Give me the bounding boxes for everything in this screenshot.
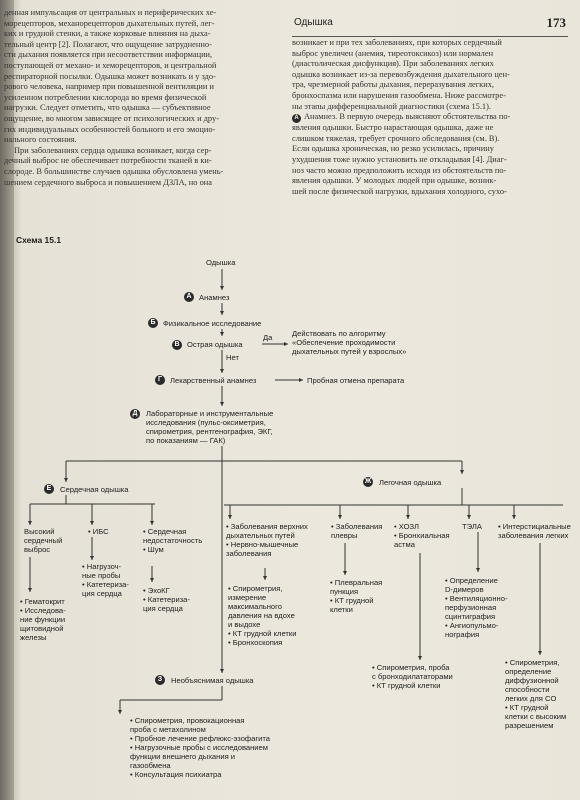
text-line: • Плевральная (330, 578, 395, 587)
scheme-title: Схема 15.1 (16, 235, 62, 245)
node-cardiac-dyspnea (60, 485, 129, 494)
text-line: • Пробное лечение рефлюкс-эзофагита (130, 734, 330, 743)
text-line: дыхательных путей (226, 531, 295, 540)
connector-arrowhead (220, 332, 224, 336)
connector-arrowhead (90, 521, 94, 525)
text-line: • Бронхиальная (394, 531, 459, 540)
node-copd-asthma (394, 522, 459, 549)
label-yes (263, 333, 272, 342)
connector-arrowhead (338, 515, 342, 519)
text-line: Лекарственный анамнез (170, 376, 257, 385)
badge-e: Е (44, 484, 54, 494)
text-line: ция сердца (143, 604, 183, 613)
text-line: слишком тяжелая, требует срочного обследования (см. В). (292, 133, 500, 143)
node-high-output (24, 527, 64, 554)
node-ild (498, 522, 580, 540)
text-line: • Шум (143, 545, 223, 554)
connector-arrowhead (512, 515, 516, 519)
text-line: пункция (330, 587, 359, 596)
connector-arrowhead (118, 710, 122, 714)
text-line: выброс (24, 545, 51, 554)
text-line: давления на вдохе (228, 611, 295, 620)
connector-arrowhead (228, 515, 232, 519)
text-line: с бронходилататорами (372, 672, 453, 681)
page-number: 173 (546, 15, 566, 30)
text-line: ные пробы (82, 571, 121, 580)
node-pulm-tests-2 (330, 578, 395, 614)
text-line: и выдохе (228, 620, 261, 629)
connector-arrowhead (284, 342, 288, 346)
node-cardiac-tests-3 (143, 586, 213, 613)
connector-arrowhead (467, 515, 471, 519)
text-line: Легочная одышка (379, 478, 442, 487)
text-line: • Интерстициальные (498, 522, 580, 531)
text-line: щитовидной (20, 624, 64, 633)
text-line: плевры (331, 531, 358, 540)
text-line: сцинтиграфия (445, 612, 496, 621)
node-upper-airway (226, 522, 331, 558)
node-physical-exam (163, 319, 261, 328)
connector-arrowhead (220, 311, 224, 315)
text-line: бронхоспазма или нарушения газообмена. Ниже рассмотре- (292, 90, 506, 100)
text-line: газообмена (130, 761, 171, 770)
text-line: диффузионной (505, 676, 559, 685)
badge-v: В (172, 340, 182, 350)
node-acute-dyspnea (187, 340, 243, 349)
text-line: одышка возникает из-за перевозбуждения дыхательного цен- (292, 69, 510, 79)
text-line: ухудшения тоже нужно установить не откладывая [4]. Диаг- (292, 154, 507, 164)
text-line: D-димеров (445, 585, 484, 594)
text-line: спирометрия, рентгенография, ЭКГ, (146, 427, 273, 436)
text-line: • Нагрузочные пробы с исследованием (130, 743, 330, 752)
text-line: астма (394, 540, 415, 549)
node-cardiac-tests-2 (82, 562, 137, 598)
text-line: нального состояния. (4, 135, 77, 145)
text-line: перфузионная (445, 603, 497, 612)
text-line: • КТ грудной (330, 596, 395, 605)
text-line: • Спирометрия, (228, 584, 333, 593)
text-line: сердечный (24, 536, 63, 545)
text-line: по показаниям — ГАК) (146, 436, 226, 445)
text-line: (диастолическая дисфункция). При заболеваниях легких (292, 59, 494, 69)
text-line: • Гематокрит (20, 597, 80, 606)
text-line: респираторной посылки. Одышка может возникать и у здо- (4, 71, 216, 81)
text-line: нагрузки. Следует отметить, что одышка — субъективное (4, 103, 211, 113)
text-line: Необъяснимая одышка (171, 676, 254, 685)
connector-arrowhead (150, 578, 154, 582)
node-heart-failure (143, 527, 223, 554)
connector-arrowhead (150, 521, 154, 525)
node-drug-history (170, 376, 256, 385)
node-pe (462, 522, 502, 531)
text-line: разрешением (505, 721, 554, 730)
node-dyspnea (206, 258, 235, 267)
text-line: морецепторов, механорецепторов дыхательных путей, лег- (4, 18, 215, 28)
connector-arrowhead (90, 556, 94, 560)
text-line: Одышка (206, 258, 236, 267)
text-line: функции внешнего дыхания и (130, 752, 236, 761)
text-line: явления одышки. У молодых людей при одышке, возник- (292, 176, 497, 186)
text-line: определение (505, 667, 552, 676)
text-line: способности (505, 685, 550, 694)
connector-arrowhead (220, 669, 224, 673)
text-line: Пробная отмена препарата (307, 376, 405, 385)
connector-arrowhead (28, 521, 32, 525)
text-line: • Бронхоскопия (228, 638, 333, 647)
text-line: Анамнез (199, 293, 230, 302)
text-line: заболевания легких (498, 531, 569, 540)
text-line: ны этапы дифференциальной диагностики (схема 15.1). (292, 101, 491, 111)
text-line: Да (263, 333, 273, 342)
text-line: ТЭЛА (462, 522, 482, 531)
text-line: дыхательных путей у взрослых» (292, 347, 407, 356)
text-line: • ХОЗЛ (394, 522, 459, 531)
connector-arrowhead (299, 378, 303, 382)
badge-zh: Ж (364, 478, 372, 485)
text-line: • Вентиляционно- (445, 594, 545, 603)
text-line: • КТ грудной клетки (228, 629, 333, 638)
text-line: Физикальное исследование (163, 319, 262, 328)
badge-d: Д (130, 409, 140, 419)
connector-arrowhead (263, 576, 267, 580)
text-line: исследования (пульс-оксиметрия, (146, 418, 266, 427)
text-line: денная импульсация от центральных и периферических хе- (4, 8, 217, 17)
node-pulm-tests-1 (228, 584, 333, 647)
text-line: сти дыхания появляется при несоответствии информации, (4, 50, 213, 60)
connector-arrowhead (28, 588, 32, 592)
text-line: рового человека, например при повышенной вентиляции и (4, 82, 214, 92)
text-line: гих индивидуальных особенностей больного и его эмоцио- (4, 124, 216, 134)
text-line: При заболеваниях сердца одышка возникает, когда сер- (14, 145, 212, 155)
text-line: проба с метахолином (130, 725, 206, 734)
text-line: максимального (228, 602, 282, 611)
text-line: ние функции (20, 615, 66, 624)
connector-arrowhead (220, 402, 224, 406)
connector-arrowhead (460, 470, 464, 474)
text-line: Если одышка хроническая, но резко усилилась, причину (292, 144, 494, 154)
connector-arrowhead (343, 571, 347, 575)
text-line: тельный центр [2]. Полагают, что ощущение затрудненно- (4, 39, 212, 49)
node-pulm-tests-4 (445, 576, 545, 639)
text-line: • Сердечная (143, 527, 223, 536)
node-pleural (331, 522, 396, 540)
text-line: ких и грудной стенки, а также корковые влияния на дыха- (4, 29, 211, 39)
connector-arrowhead (220, 369, 224, 373)
text-line: дечный выброс не обеспечивает потребности тканей в ки- (4, 156, 212, 166)
text-line: • Заболевания верхних (226, 522, 331, 531)
node-pulm-tests-3 (372, 663, 492, 690)
text-line: явления одышки. Быстро нарастающая одышка, даже не (292, 123, 494, 133)
text-line: • ЭхоКГ (143, 586, 213, 595)
text-line: • Спирометрия, проба (372, 663, 492, 672)
node-lab-tests (146, 409, 273, 445)
text-line: Действовать по алгоритму (292, 329, 386, 338)
text-line: недостаточность (143, 536, 203, 545)
text-line: «Обеспечение проходимости (292, 338, 396, 347)
connector-arrowhead (64, 478, 68, 482)
badge-b: Б (148, 318, 158, 328)
text-line: А Анамнез. В первую очередь выясняют обстоятельства по- (292, 112, 568, 123)
section-badge: А (292, 114, 301, 123)
text-line: • Спирометрия, провокационная (130, 716, 330, 725)
node-cardiac-tests-1 (20, 597, 80, 642)
text-line: поступающей от механо- и хеморецепторов, и центральной (4, 60, 217, 70)
badge-a: А (184, 292, 194, 302)
node-unexplained-tests (130, 716, 330, 779)
text-line: • Катетериза- (143, 595, 213, 604)
text-line: Сердечная одышка (60, 485, 129, 494)
text-line: Острая одышка (187, 340, 243, 349)
text-line: ощущение, во многом зависящее от психологических и дру- (4, 113, 219, 123)
node-unexplained (171, 676, 254, 685)
text-line: выброс увеличен (анемия, тиреотоксикоз) или нормален (292, 48, 494, 58)
node-trial-withdrawal (307, 376, 404, 385)
text-line: слороде. В большинстве случаев одышка обусловлена умень- (4, 166, 224, 176)
text-line: Лабораторные и инструментальные (146, 409, 274, 418)
text-line: Высокий (24, 527, 55, 536)
badge-z: З (155, 675, 165, 685)
text-line: измерение (228, 593, 267, 602)
text-line: заболевания (226, 549, 272, 558)
text-line: нография (445, 630, 480, 639)
text-line: • Ангиопульмо- (445, 621, 545, 630)
text-line: шением сердечного выброса и повышением ДЗЛА, но она (4, 177, 212, 187)
text-line: • КТ грудной клетки (372, 681, 492, 690)
text-line: усиленном потреблении кислорода во время физической (4, 92, 207, 102)
text-line: • Заболевания (331, 522, 396, 531)
connector-arrowhead (476, 568, 480, 572)
running-title: Одышка (294, 17, 333, 28)
text-line: • Нервно-мышечные (226, 540, 331, 549)
text-line: Нет (226, 353, 239, 362)
text-line: тра, чрезмерной работы дыхания, переразувания легких, (292, 80, 494, 90)
label-no (226, 353, 239, 362)
connector-arrowhead (418, 656, 422, 660)
text-line: • Консультация психиатра (130, 770, 330, 779)
text-line: клетки с высоким (505, 712, 567, 721)
connector-arrowhead (406, 515, 410, 519)
node-anamnesis (199, 293, 229, 302)
text-line: • Спирометрия, (505, 658, 580, 667)
text-line: • Катетериза- (82, 580, 137, 589)
text-line: возникает и при тех заболеваниях, при которых сердечный (292, 38, 502, 47)
badge-g: Г (155, 375, 165, 385)
text-line: ция сердца (82, 589, 122, 598)
text-line: • Нагрузоч- (82, 562, 137, 571)
text-line: • КТ грудной (505, 703, 580, 712)
text-line: • ИБС (88, 527, 109, 536)
node-airway-algorithm (292, 329, 406, 356)
text-line: легких для CO (505, 694, 557, 703)
text-line: • Исследова- (20, 606, 80, 615)
connector-arrowhead (538, 651, 542, 655)
text-line: шей после физической нагрузки, вдыхания холодного, сухо- (292, 186, 507, 196)
text-line: клетки (330, 605, 353, 614)
connector-arrowhead (220, 286, 224, 290)
node-pulmonary-dyspnea (379, 478, 441, 487)
node-ihd (88, 527, 109, 536)
text-line: • Определение (445, 576, 545, 585)
node-pulm-tests-5 (505, 658, 580, 730)
text-line: ноз часто можно предположить исходя из обстоятельств по- (292, 165, 507, 175)
text-line: железы (20, 633, 47, 642)
